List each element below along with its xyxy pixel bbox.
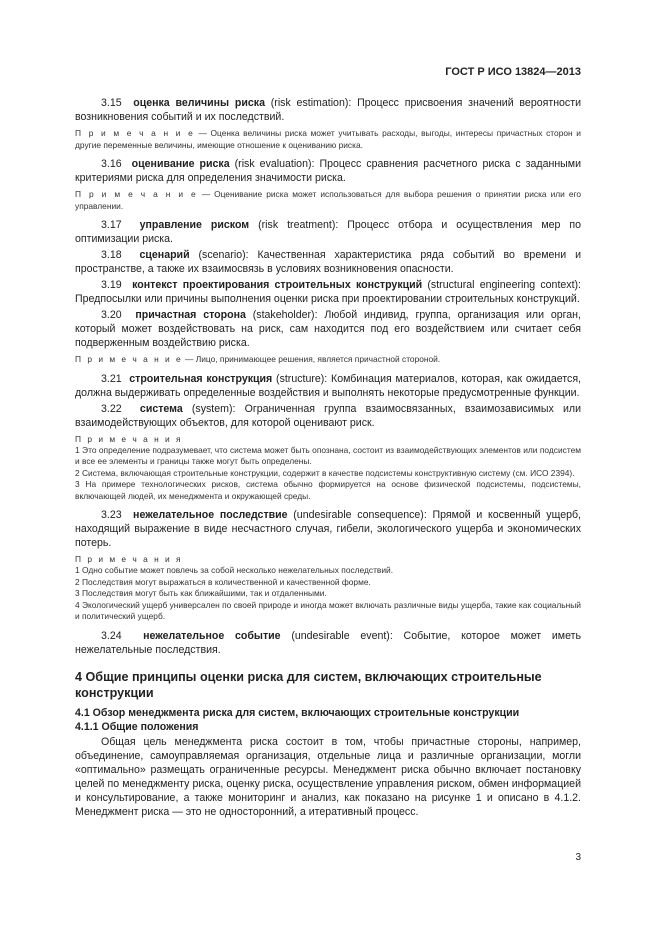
term-3-23: 3.23 нежелательное последствие (undesirable consequence): Прямой и косвенный ущерб, находящий выражение в виде несчастного случая, гибели, экологического ущерба и экономических потерь.	[75, 509, 582, 549]
section-4-1-heading: 4.1 Обзор менеджмента риска для систем, включающих строительные конструкции	[75, 706, 520, 719]
note-item: 2 Последствия могут выражаться в количественной и качественной форме.	[75, 576, 371, 587]
document-header: ГОСТ Р ИСО 13824—2013	[445, 66, 581, 78]
note-3-15: П р и м е ч а н и е — Оценка величины риска может учитывать расходы, выгоды, интересы причастных сторон и другие переменные величины, имеющие отношение к оцениванию риска.	[75, 128, 581, 150]
term-3-24: 3.24 нежелательное событие (undesirable event): Событие, которое может иметь нежелательные последствия.	[75, 629, 581, 656]
term-3-16: 3.16 оценивание риска (risk evaluation): Процесс сравнения расчетного риска с заданными критериями риска для определения значимости риска.	[75, 158, 581, 184]
section-4-1-1-heading: 4.1.1 Общие положения	[75, 720, 199, 733]
term-3-22: 3.22 система (system): Ограниченная группа взаимосвязанных, взаимозависимых или взаимодействующих объектов, для которой оценивают риск.	[75, 402, 581, 429]
term-3-18: 3.18 сценарий (scenario): Качественная характеристика ряда событий во времени и пространстве, а также их взаимосвязь в условиях возникновения опасности.	[75, 249, 581, 275]
term-3-19: 3.19 контекст проектирования строительных конструкций (structural engineering context): Предпосылки или причины выполнения оценки риска при проектировании строительных конструкций.	[75, 279, 581, 305]
note-item: 3 Последствия могут быть как ближайшими, так и отдаленными.	[75, 588, 327, 598]
note-3-20: П р и м е ч а н и е — Лицо, принимающее решения, является причастной стороной.	[75, 354, 441, 364]
section-4-1-1-paragraph: Общая цель менеджмента риска состоит в том, чтобы причастные стороны, например, объединение, самоуправляемая организация, отдельные лица и различные организации, могли «оптимально» размещать ограниченные ресурсы. Менеджмент риска обычно включает постановку целей по менеджменту риска, оценку риска, осуществление управления риском, обмен информацией и консультирование, а также мониторинг и анализ, как показано на рисунке 1 и описано в 4.1.2. Менеджмент риска — это не односторонний, а итеративный процесс.	[75, 735, 581, 818]
note-item: 1 Это определение подразумевает, что система может быть опознана, состоит из взаимодействующих элементов или подсистем и все ее элементы и границы также могут быть определены.	[75, 444, 581, 466]
section-4-heading: 4 Общие принципы оценки риска для систем, включающих строительные конструкции	[75, 669, 542, 700]
note-item: 3 На примере технологических рисков, система обычно формируется на основе физической подсистемы, подсистемы, включающей людей, их менеджмента и окружающей среды.	[75, 479, 581, 501]
note-item: 4 Экологический ущерб универсален по своей природе и иногда может включать различные виды ущерба, такие как социальный и политический ущерб.	[75, 599, 581, 621]
term-3-20: 3.20 причастная сторона (stakeholder): Любой индивид, группа, организация или орган, который может воздействовать на риск, сам находится под его воздействием или считает себя подверженным воздействию риска.	[75, 309, 581, 349]
notes-title: П р и м е ч а н и я	[75, 554, 183, 564]
note-3-16: П р и м е ч а н и е — Оценивание риска может использоваться для выбора решения о принятии риска или его управлении.	[75, 189, 582, 211]
notes-title: П р и м е ч а н и я	[75, 433, 183, 444]
notes-3-22	[75, 434, 581, 503]
term-3-15: 3.15 оценка величины риска (risk estimation): Процесс присвоения значений вероятности возникновения событий и их последствий.	[75, 97, 582, 123]
page-number: 3	[575, 852, 581, 863]
document-body	[75, 96, 581, 821]
notes-3-23	[75, 554, 581, 623]
note-item: 1 Одно событие может повлечь за собой несколько нежелательных последствий.	[75, 565, 394, 575]
term-3-21: 3.21 строительная конструкция (structure): Комбинация материалов, которая, как ожидается, должна выдерживать определенные воздействия и выполнять некоторые предусмотренные функции.	[75, 372, 581, 399]
note-item: 2 Система, включающая строительные конструкции, содержит в качестве подсистемы конструктивную систему (см. ИСО 2394).	[75, 467, 575, 478]
term-3-17: 3.17 управление риском (risk treatment): Процесс отбора и осуществления мер по оптимизации риска.	[75, 219, 582, 245]
